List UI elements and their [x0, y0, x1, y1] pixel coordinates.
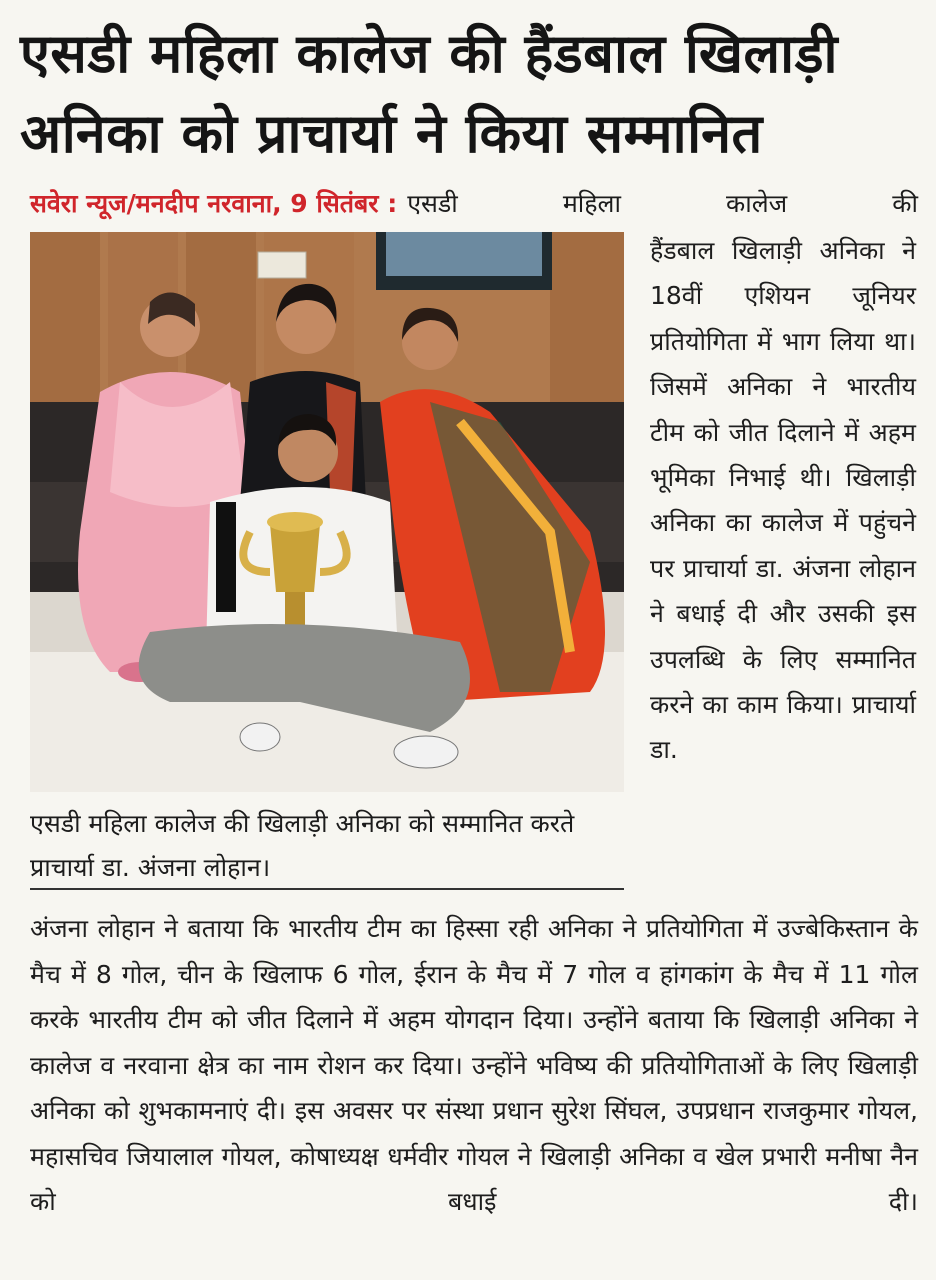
- byline-row: [30, 182, 918, 226]
- caption-divider: [30, 888, 624, 890]
- photo-caption: एसडी महिला कालेज की खिलाड़ी अनिका को सम्मानित करते प्राचार्या डा. अंजना लोहान।: [30, 809, 575, 882]
- article-body: अंजना लोहान ने बताया कि भारतीय टीम का हिस्सा रही अनिका ने प्रतियोगिता में उज्बेकिस्तान के मैच में 8 गोल, चीन के खिलाफ 6 गोल, ईरान के मैच में 7 गोल व हांगकांग के मैच में 11 गोल करके भारतीय टीम को जीत दिलाने में अहम योगदान दिया। उन्होंने बताया कि खिलाड़ी अनिका ने कालेज व नरवाना क्षेत्र का नाम रोशन कर दिया। उन्होंने भविष्य की प्रतियोगिताओं के लिए खिलाड़ी अनिका को शुभकामनाएं दी। इस अवसर पर संस्था प्रधान सुरेश सिंघल, उपप्रधान राजकुमार गोयल, महासचिव जियालाल गोयल, कोषाध्यक्ष धर्मवीर गोयल ने खिलाड़ी अनिका व खेल प्रभारी मनीषा नैन को बधाई दी।: [30, 914, 918, 1216]
- column-text: हैंडबाल खिलाड़ी अनिका ने 18वीं एशियन जूनियर प्रतियोगिता में भाग लिया था। जिसमें अनिका ने भारतीय टीम को जीत दिलाने में अहम भूमिका निभाई थी। खिलाड़ी अनिका का कालेज में पहुंचने पर प्राचार्या डा. अंजना लोहान ने बधाई दी और उसकी इस उपलब्धि के लिए सम्मानित करने का काम किया। प्राचार्या डा.: [650, 236, 916, 765]
- byline: सवेरा न्यूज/मनदीप नरवाना, 9 सितंबर :: [30, 189, 398, 218]
- news-photo: [30, 232, 624, 792]
- lead-text: एसडी महिला कालेज की: [407, 189, 918, 218]
- headline: एसडी महिला कालेज की हैंडबाल खिलाड़ी अनिका को प्राचार्या ने किया सम्मानित: [20, 22, 839, 165]
- photo-illustration: [30, 232, 624, 792]
